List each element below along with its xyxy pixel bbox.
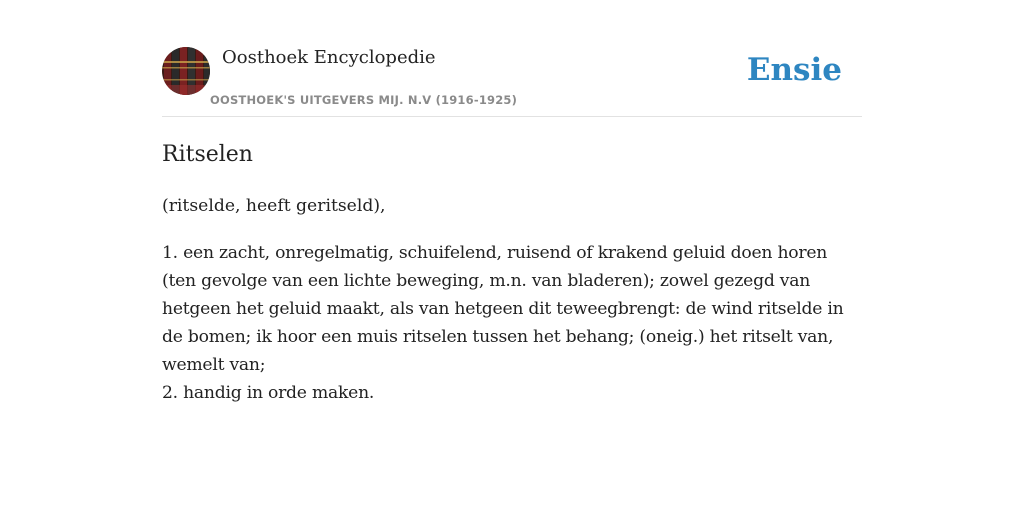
entry-definition <box>162 239 862 407</box>
entry-content <box>162 140 862 407</box>
source-name[interactable]: Oosthoek Encyclopedie <box>222 47 436 68</box>
book-spines-icon[interactable] <box>162 47 210 95</box>
entry-grammar: (ritselde, heeft geritseld), <box>162 196 386 216</box>
source-header <box>162 46 862 117</box>
source-publisher: OOSTHOEK'S UITGEVERS MIJ. N.V (1916-1925) <box>210 93 518 107</box>
entry-title: Ritselen <box>162 142 253 167</box>
brand-logo[interactable]: Ensie <box>746 52 842 88</box>
definition-sense-2: 2. handig in orde maken. <box>162 383 375 403</box>
definition-sense-1: 1. een zacht, onregelmatig, schuifelend, ruisend of krakend geluid doen horen (ten gevolge van een lichte beweging, m.n. van bladeren); zowel gezegd van hetgeen het geluid maakt, als van hetgeen dit teweegbrengt: de wind ritselde in de bomen; ik hoor een muis ritselen tussen het behang; (oneig.) het ritselt van, wemelt van; <box>162 243 844 375</box>
